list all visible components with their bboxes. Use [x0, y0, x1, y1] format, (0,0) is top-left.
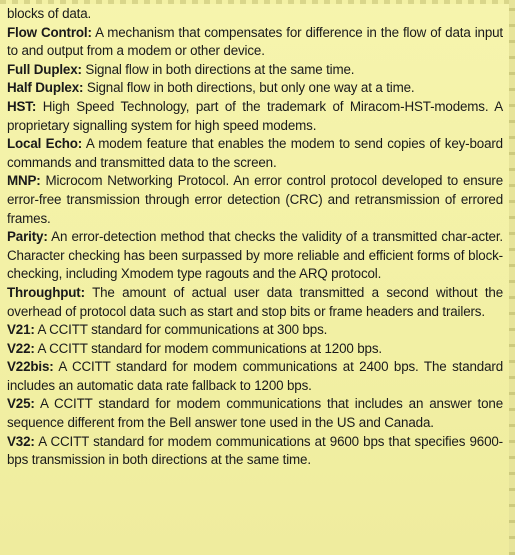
glossary-definition: A mechanism that compensates for difference in the flow of data input to and output from a modem or other device.	[7, 24, 503, 59]
glossary-entry	[7, 79, 503, 98]
glossary-definition: A CCITT standard for modem communications that includes an answer tone sequence different from the Bell answer tone used in the US and Canada.	[7, 396, 503, 431]
glossary-definition: Microcom Networking Protocol. An error control protocol developed to ensure error-free transmission through error detection (CRC) and retransmission of errored frames.	[7, 173, 503, 226]
glossary-entry	[7, 433, 503, 470]
glossary-entry	[7, 340, 503, 359]
glossary-term: Half Duplex:	[7, 80, 84, 96]
glossary-definition: Signal flow in both directions at the same time.	[85, 61, 355, 77]
page-right-edge	[509, 0, 515, 555]
glossary-term: V25:	[7, 396, 35, 412]
glossary-term: V22:	[7, 340, 35, 356]
glossary-term: Local Echo:	[7, 136, 83, 152]
glossary-term: V22bis:	[7, 359, 54, 375]
glossary-entry	[7, 358, 503, 395]
glossary-term: V21:	[7, 322, 35, 338]
glossary-definition: A modem feature that enables the modem to send copies of key-board commands and transmitted data to the screen.	[7, 136, 503, 170]
glossary-content	[7, 5, 503, 470]
glossary-definition: A CCITT standard for modem communications at 9600 bps that specifies 9600-bps transmission in both directions at the same time.	[7, 433, 503, 468]
glossary-definition: A CCITT standard for communications at 300 bps.	[37, 322, 328, 338]
glossary-entries	[7, 24, 503, 470]
glossary-entry	[7, 135, 503, 172]
glossary-entry	[7, 321, 503, 340]
glossary-definition: Signal flow in both directions, but only one way at a time.	[86, 80, 415, 96]
glossary-entry	[7, 284, 503, 321]
glossary-entry	[7, 24, 503, 61]
glossary-entry	[7, 172, 503, 228]
glossary-entry	[7, 61, 503, 80]
glossary-term: Throughput:	[7, 284, 85, 300]
glossary-definition: The amount of actual user data transmitted a second without the overhead of protocol data such as start and stop bits or frame headers and trailers.	[7, 284, 503, 319]
glossary-definition: An error-detection method that checks the validity of a transmitted char-acter. Character checking has been surpassed by more reliable and efficient forms of block-checking, including Xmodem type ragouts and the ARQ protocol.	[7, 229, 503, 282]
glossary-term: Parity:	[7, 229, 48, 245]
glossary-term: MNP:	[7, 173, 41, 189]
glossary-entry	[7, 228, 503, 284]
glossary-entry	[7, 395, 503, 432]
glossary-definition: A CCITT standard for modem communications at 2400 bps. The standard includes an automatic data rate fallback to 1200 bps.	[7, 359, 503, 393]
glossary-definition: A CCITT standard for modem communications at 1200 bps.	[37, 340, 382, 356]
glossary-term: Flow Control:	[7, 24, 92, 40]
page-top-edge	[0, 0, 515, 4]
glossary-definition: High Speed Technology, part of the trademark of Miracom-HST-modems. A proprietary signalling system for high speed modems.	[7, 98, 503, 133]
glossary-term: Full Duplex:	[7, 61, 82, 77]
glossary-term: HST:	[7, 98, 37, 114]
glossary-entry	[7, 98, 503, 135]
glossary-term: V32:	[7, 433, 35, 449]
intro-fragment: blocks of data.	[7, 6, 92, 21]
